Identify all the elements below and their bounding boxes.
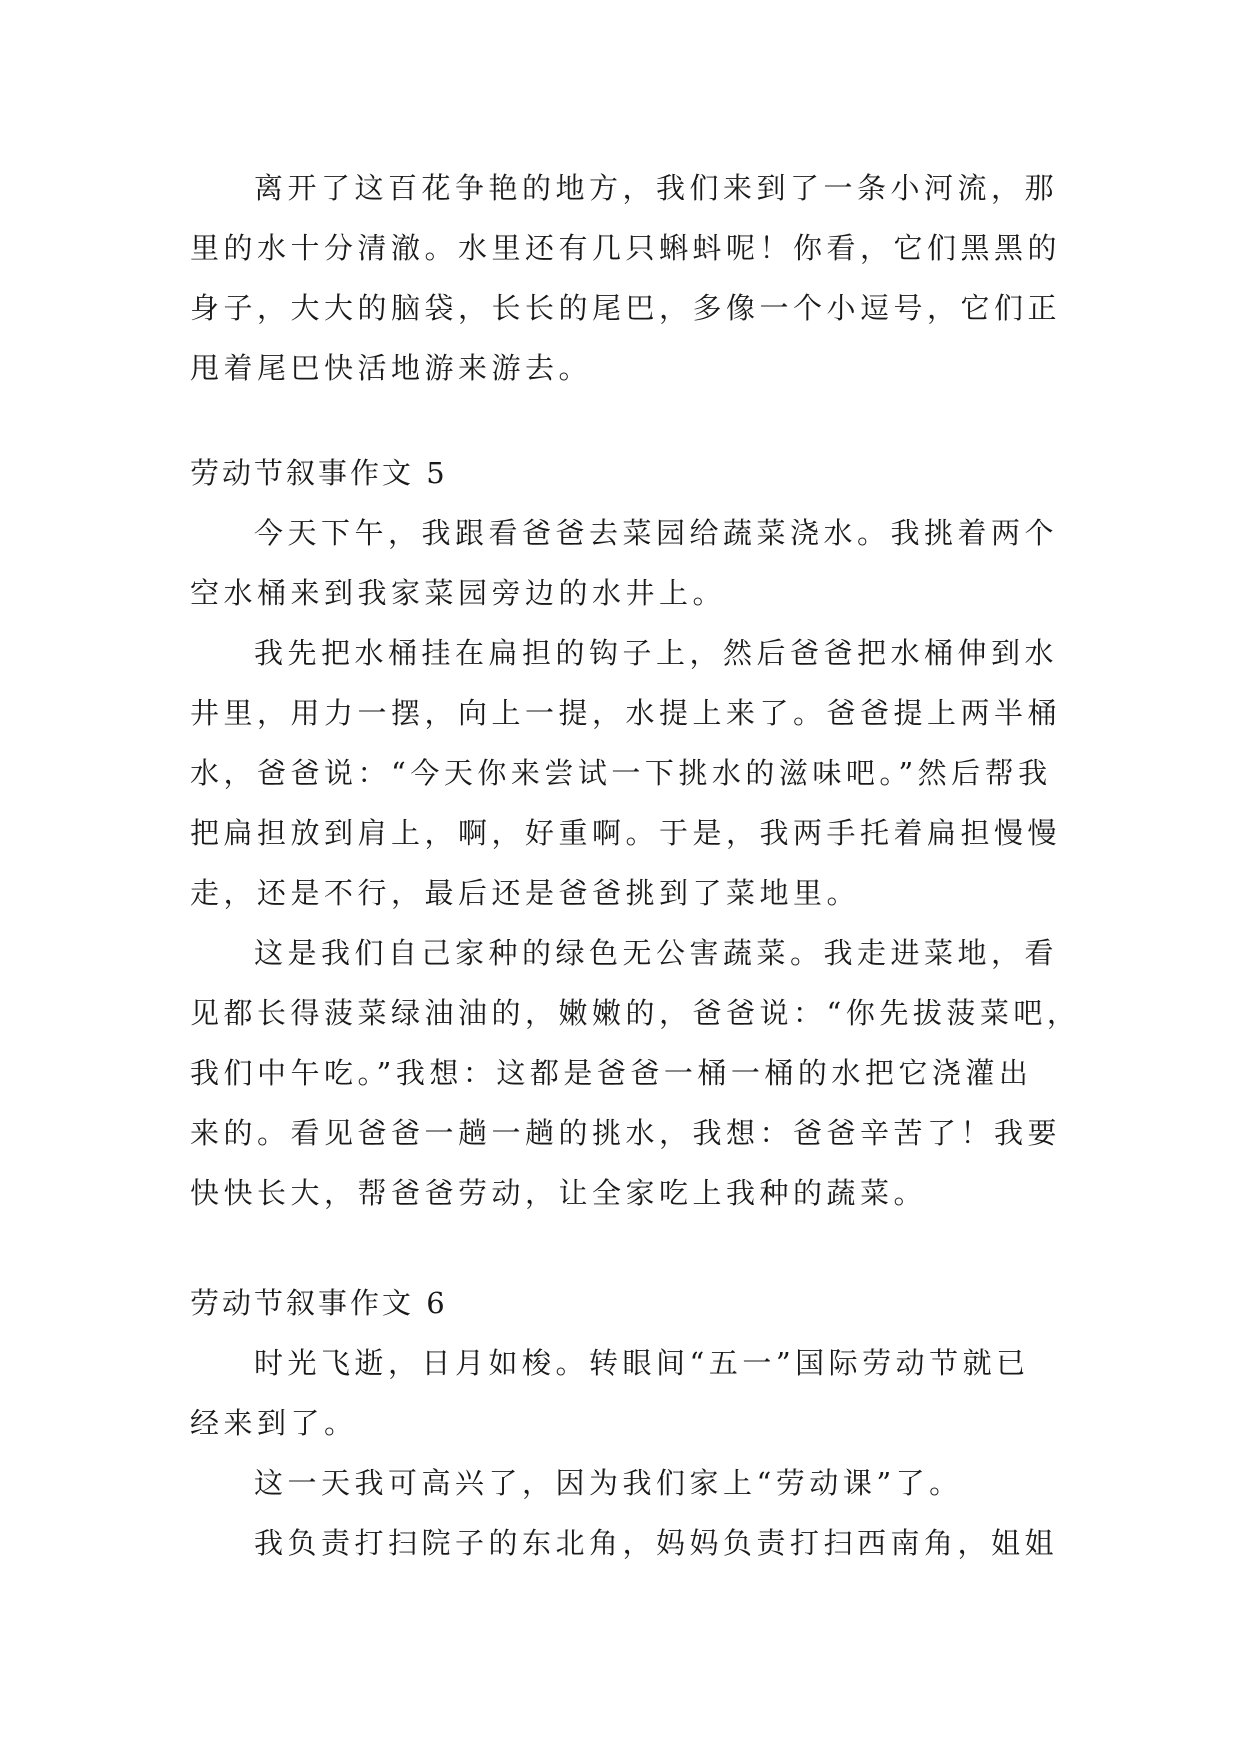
text-line: 我们中午吃。”我想：这都是爸爸一桶一桶的水把它浇灌出 xyxy=(190,1056,1033,1090)
text-line: 甩着尾巴快活地游来游去。 xyxy=(190,351,593,385)
text-line: 这是我们自己家种的绿色无公害蔬菜。我走进菜地，看 xyxy=(254,936,1059,970)
section-heading: 劳动节叙事作文 6 xyxy=(190,1286,448,1320)
text-line: 井里，用力一摆，向上一提，水提上来了。爸爸提上两半桶 xyxy=(190,696,1062,730)
text-line: 我先把水桶挂在扁担的钩子上，然后爸爸把水桶伸到水 xyxy=(254,636,1059,670)
text-line: 离开了这百花争艳的地方，我们来到了一条小河流，那 xyxy=(254,171,1059,205)
text-line: 快快长大，帮爸爸劳动，让全家吃上我种的蔬菜。 xyxy=(190,1176,928,1210)
text-line: 身子，大大的脑袋，长长的尾巴，多像一个小逗号，它们正 xyxy=(190,291,1062,325)
text-line: 空水桶来到我家菜园旁边的水井上。 xyxy=(190,576,727,610)
section-heading: 劳动节叙事作文 5 xyxy=(190,456,448,490)
text-line: 见都长得菠菜绿油油的，嫩嫩的，爸爸说：“你先拔菠菜吧， xyxy=(190,996,1081,1030)
text-line: 走，还是不行，最后还是爸爸挑到了菜地里。 xyxy=(190,876,861,910)
text-line: 水，爸爸说：“今天你来尝试一下挑水的滋味吧。”然后帮我 xyxy=(190,756,1052,790)
text-line: 经来到了。 xyxy=(190,1406,358,1440)
text-line: 里的水十分清澈。水里还有几只蝌蚪呢！你看，它们黑黑的 xyxy=(190,231,1062,265)
text-line: 今天下午，我跟看爸爸去菜园给蔬菜浇水。我挑着两个 xyxy=(254,516,1059,550)
text-line: 时光飞逝，日月如梭。转眼间“五一”国际劳动节就已 xyxy=(254,1346,1030,1380)
text-line: 把扁担放到肩上，啊，好重啊。于是，我两手托着扁担慢慢 xyxy=(190,816,1062,850)
text-line: 我负责打扫院子的东北角，妈妈负责打扫西南角，姐姐 xyxy=(254,1526,1059,1560)
text-line: 这一天我可高兴了，因为我们家上“劳动课”了。 xyxy=(254,1466,963,1500)
text-line: 来的。看见爸爸一趟一趟的挑水，我想：爸爸辛苦了！我要 xyxy=(190,1116,1062,1150)
